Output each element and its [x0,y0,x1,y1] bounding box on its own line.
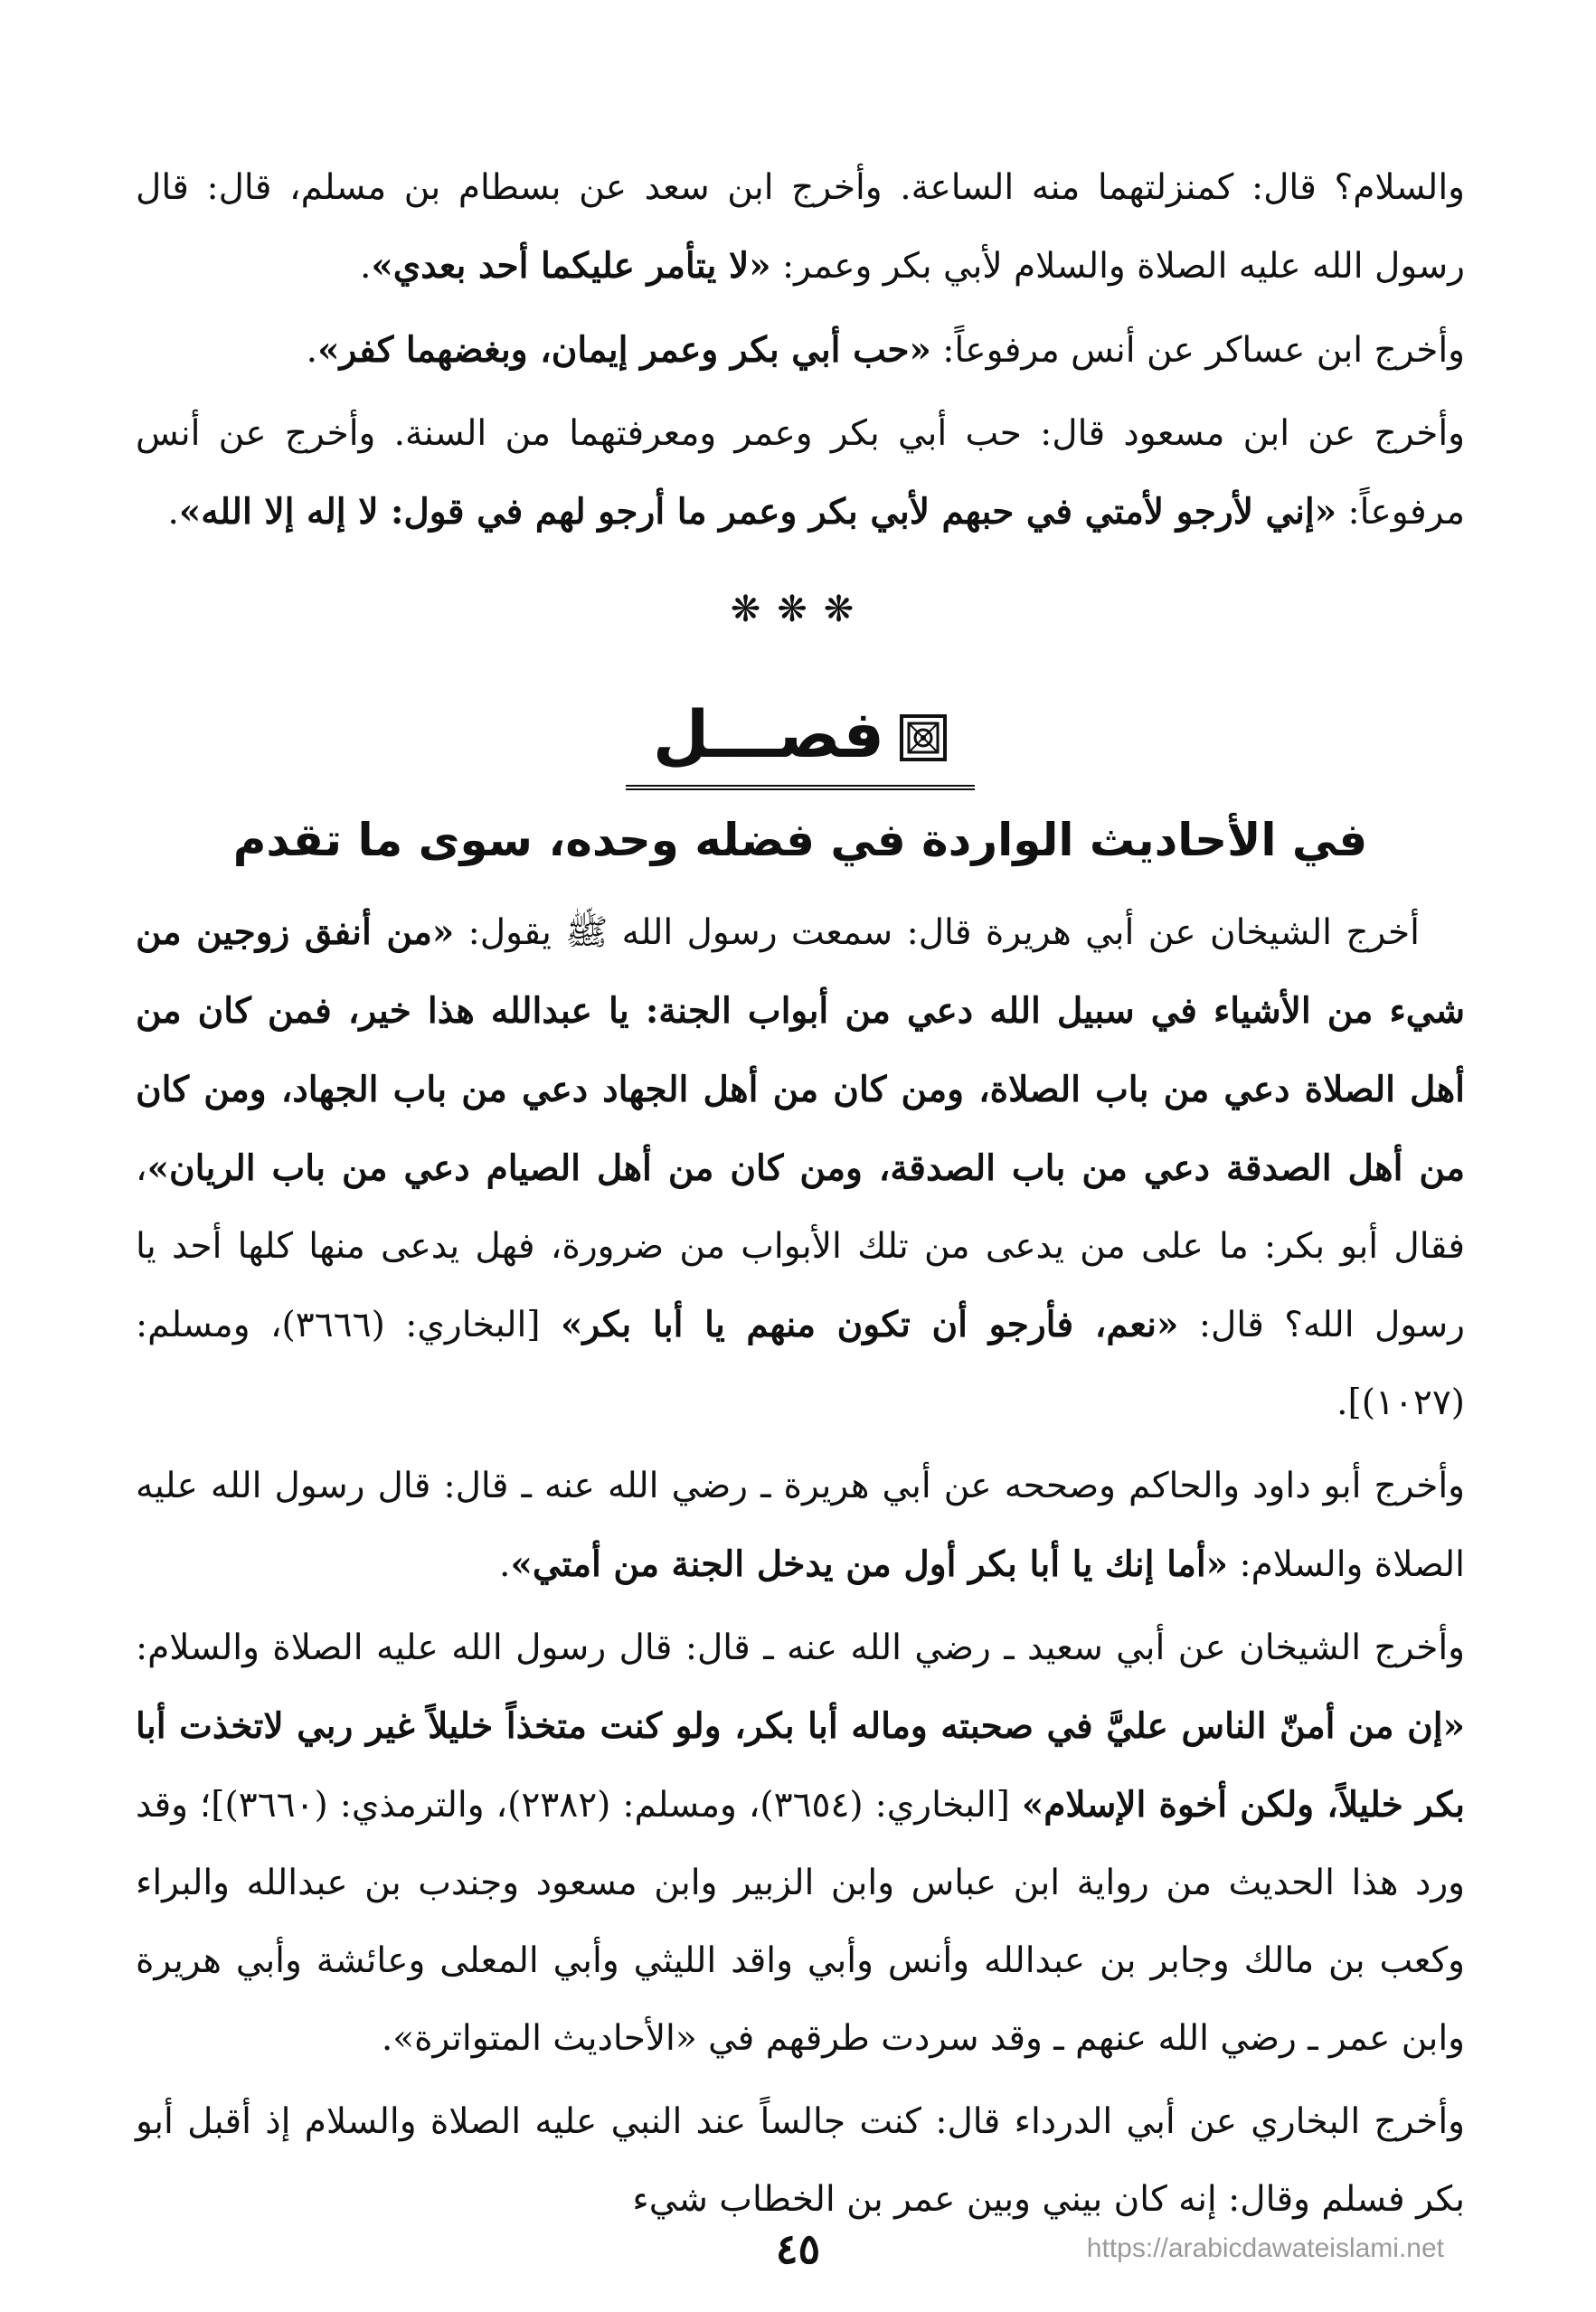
body-text: والسلام؟ قال: كمنزلتهما منه الساعة. وأخرج ابن سعد عن بسطام بن مسلم، قال: قال رسول الله عليه الصلاة والسلام لأبي بكر وعمر: [136,167,1465,287]
quoted-hadith-text: «نعم، فأرجو أن تكون منهم يا أبا بكر» [560,1304,1179,1345]
bottom-paragraphs [136,893,1465,2239]
page-number: ٤٥ [775,2224,821,2273]
body-text: ، فقال أبو بكر: ما على من يدعى من تلك الأبواب من ضرورة، فهل يدعى منها كلها أحد يا رسول الله؟ قال: [136,1148,1465,1345]
ornament-icon [899,694,948,743]
quoted-hadith-text: «حب أبي بكر وعمر إيمان، وبغضهما كفر» [317,329,931,371]
section-heading-wrap [136,689,1465,790]
watermark-url: https://arabicdawateislami.net [1086,2233,1444,2263]
paragraph [136,1448,1465,1604]
paragraph [136,149,1465,306]
page-body [136,149,1465,2239]
body-text: أخرج الشيخان عن أبي هريرة قال: سمعت رسول الله ﷺ يقول: [454,912,1420,953]
body-text: [البخاري: (٣٦٥٤)، ومسلم: (٢٣٨٢)، والترمذي: (٣٦٦٠)]؛ وقد ورد هذا الحديث من رواية ابن عباس وابن الزبير وابن مسعود وجندب بن عبدالله والبراء وكعب بن مالك وجابر بن عبدالله وأنس وأبي واقد الليثي وأبي المعلى وعائشة وأبي هريرة وابن عمر ـ رضي الله عنهم ـ وقد سردت طرقهم في «الأحاديث المتواترة». [136,1785,1465,2059]
section-heading [626,689,975,790]
body-text: . [499,1544,511,1585]
body-text: وأخرج الشيخان عن أبي سعيد ـ رضي الله عنه ـ قال: قال رسول الله عليه الصلاة والسلام: [136,1628,1465,1668]
quoted-hadith-text: «لا يتأمر عليكما أحد بعدي» [371,245,771,287]
body-text: . [359,246,372,287]
separator-ornament: ❋❋❋ [730,589,871,630]
top-paragraphs [136,149,1465,552]
section-heading-text: فصـــل [652,696,885,772]
body-text: [البخاري: (٣٦٦٦)، ومسلم: (١٠٢٧)]. [136,1305,1465,1423]
quoted-hadith-text: «إن من أمنّ الناس عليَّ في صحبته وماله أبا بكر، ولو كنت متخذاً خليلاً غير ربي لاتخذت أبا بكر خليلاً، ولكن أخوة الإسلام» [136,1705,1465,1826]
paragraph [136,893,1465,1442]
quoted-hadith-text: «إني لأرجو لأمتي في حبهم لأبي بكر وعمر ما أرجو لهم في قول: لا إله إلا الله» [178,491,1337,533]
body-text: وأخرج ابن عساكر عن أنس مرفوعاً: [930,330,1465,371]
body-text: وأخرج أبو داود والحاكم وصححه عن أبي هريرة ـ رضي الله عنه ـ قال: قال رسول الله عليه الصلاة والسلام: [136,1466,1465,1585]
paragraph [136,1609,1465,2078]
quoted-hadith-text: «أما إنك يا أبا بكر أول من يدخل الجنة من أمتي» [510,1543,1229,1585]
body-text: وأخرج البخاري عن أبي الدرداء قال: كنت جالساً عند النبي عليه الصلاة والسلام إذ أقبل أبو بكر فسلم وقال: إنه كان بيني وبين عمر بن الخطاب شيء [136,2101,1465,2220]
section-subheading: في الأحاديث الواردة في فضله وحده، سوى ما تقدم [232,814,1368,866]
paragraph [136,2083,1465,2239]
quoted-hadith-text: «من أنفق زوجين من شيء من الأشياء في سبيل الله دعي من أبواب الجنة: يا عبدالله هذا خير، فمن كان من أهل الصلاة دعي من باب الصلاة، ومن كان من أهل الجهاد دعي من باب الجهاد، ومن كان من أهل الصدقة دعي من باب الصدقة، ومن كان من أهل الصيام دعي من باب الريان» [136,911,1465,1189]
paragraph [136,311,1465,390]
paragraph [136,395,1465,552]
body-text: وأخرج عن ابن مسعود قال: حب أبي بكر وعمر ومعرفتهما من السنة. وأخرج عن أنس مرفوعاً: [136,413,1465,533]
body-text: . [167,492,179,533]
body-text: . [306,330,318,371]
